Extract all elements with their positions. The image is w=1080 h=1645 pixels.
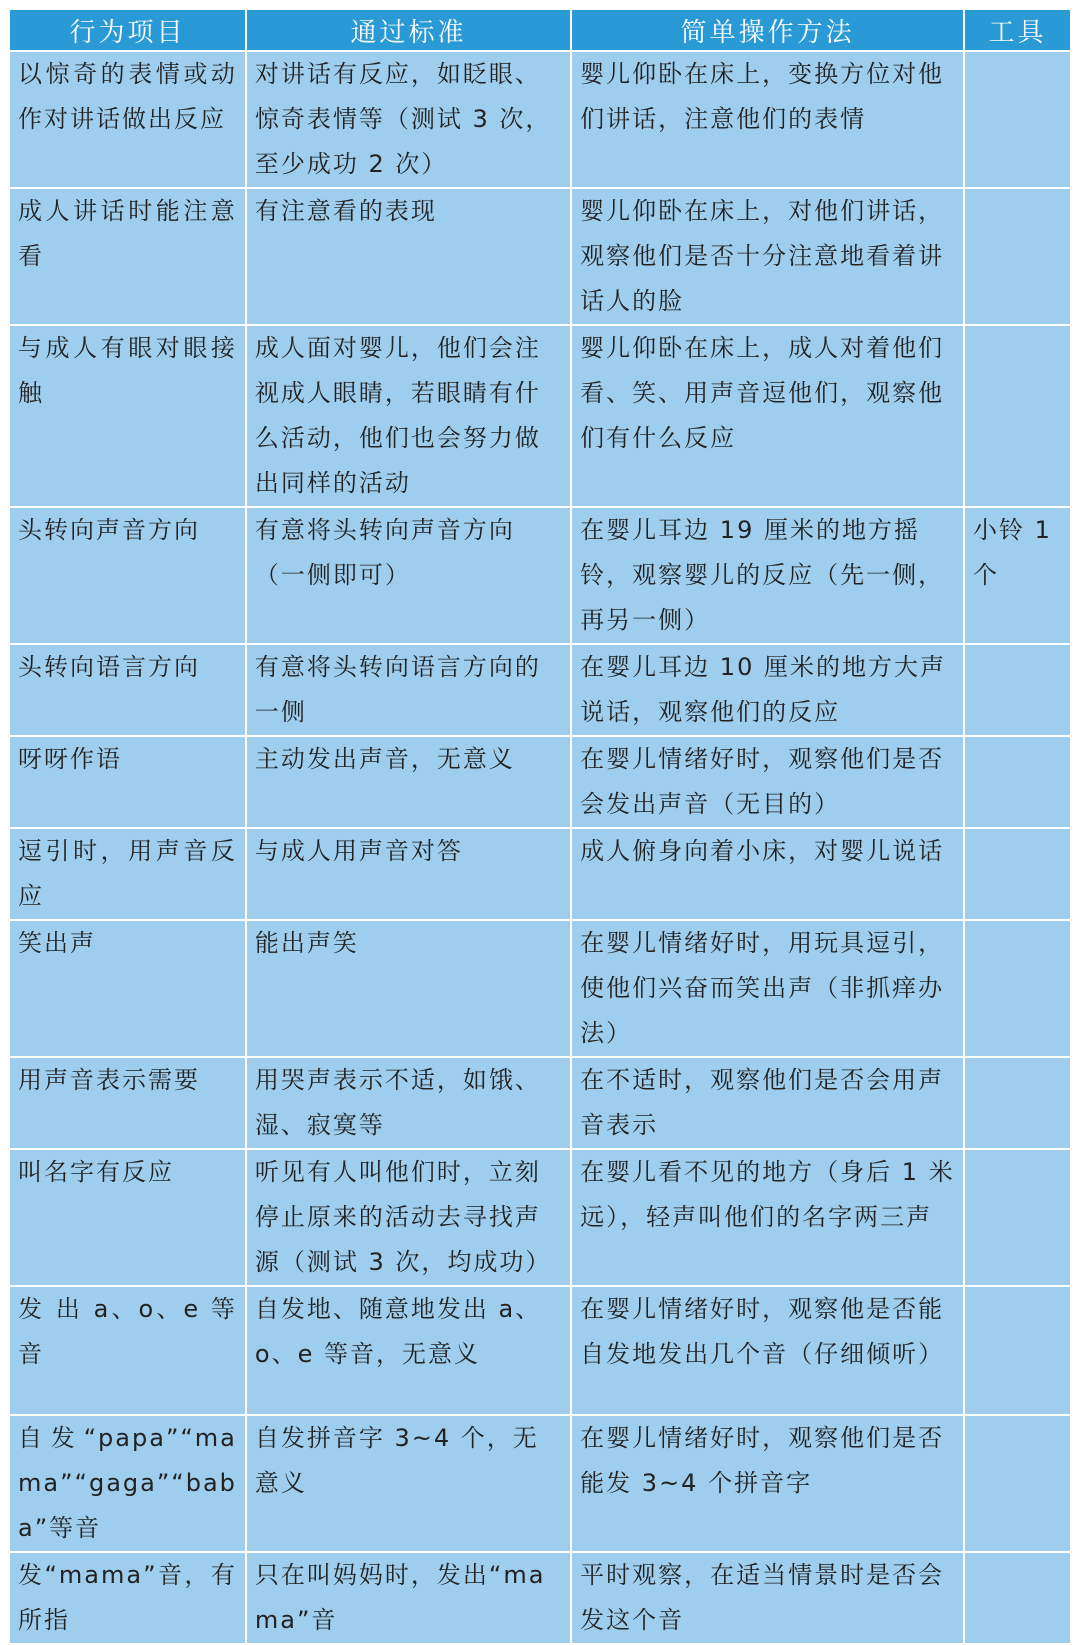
cell-tool bbox=[965, 1553, 1070, 1643]
cell-criteria: 听见有人叫他们时，立刻停止原来的活动去寻找声源（测试 3 次，均成功） bbox=[247, 1150, 570, 1285]
table-row bbox=[10, 1287, 1070, 1414]
cell-tool bbox=[965, 1058, 1070, 1148]
cell-behavior: 头转向声音方向 bbox=[10, 508, 245, 643]
table-header-row bbox=[10, 10, 1070, 50]
column-header-criteria: 通过标准 bbox=[247, 10, 570, 50]
cell-criteria: 自发拼音字 3~4 个，无意义 bbox=[247, 1416, 570, 1551]
cell-tool bbox=[965, 1287, 1070, 1414]
cell-method: 婴儿仰卧在床上，对他们讲话，观察他们是否十分注意地看着讲话人的脸 bbox=[572, 189, 963, 324]
cell-tool bbox=[965, 1150, 1070, 1285]
cell-behavior: 呀呀作语 bbox=[10, 737, 245, 827]
cell-behavior: 成人讲话时能注意看 bbox=[10, 189, 245, 324]
cell-method: 成人俯身向着小床，对婴儿说话 bbox=[572, 829, 963, 919]
cell-criteria: 成人面对婴儿，他们会注视成人眼睛，若眼睛有什么活动，他们也会努力做出同样的活动 bbox=[247, 326, 570, 506]
cell-behavior: 头转向语言方向 bbox=[10, 645, 245, 735]
table-row bbox=[10, 1058, 1070, 1148]
cell-method: 平时观察，在适当情景时是否会发这个音 bbox=[572, 1553, 963, 1643]
cell-behavior: 发“mama”音，有所指 bbox=[10, 1553, 245, 1643]
table-row bbox=[10, 829, 1070, 919]
column-header-behavior: 行为项目 bbox=[10, 10, 245, 50]
cell-method: 婴儿仰卧在床上，变换方位对他们讲话，注意他们的表情 bbox=[572, 52, 963, 187]
cell-method: 在婴儿耳边 10 厘米的地方大声说话，观察他们的反应 bbox=[572, 645, 963, 735]
cell-method: 在婴儿情绪好时，观察他们是否能发 3~4 个拼音字 bbox=[572, 1416, 963, 1551]
cell-criteria: 有意将头转向声音方向（一侧即可） bbox=[247, 508, 570, 643]
cell-tool bbox=[965, 189, 1070, 324]
cell-method: 在不适时，观察他们是否会用声音表示 bbox=[572, 1058, 963, 1148]
cell-criteria: 自发地、随意地发出 a、o、e 等音，无意义 bbox=[247, 1287, 570, 1414]
cell-behavior: 自发“papa”“mama”“gaga”“baba”等音 bbox=[10, 1416, 245, 1551]
cell-criteria: 有注意看的表现 bbox=[247, 189, 570, 324]
cell-behavior: 叫名字有反应 bbox=[10, 1150, 245, 1285]
table-row bbox=[10, 1553, 1070, 1643]
cell-criteria: 对讲话有反应，如眨眼、惊奇表情等（测试 3 次，至少成功 2 次） bbox=[247, 52, 570, 187]
cell-behavior: 与成人有眼对眼接触 bbox=[10, 326, 245, 506]
cell-criteria: 用哭声表示不适，如饿、湿、寂寞等 bbox=[247, 1058, 570, 1148]
cell-method: 在婴儿情绪好时，观察他们是否会发出声音（无目的） bbox=[572, 737, 963, 827]
cell-criteria: 与成人用声音对答 bbox=[247, 829, 570, 919]
cell-criteria: 有意将头转向语言方向的一侧 bbox=[247, 645, 570, 735]
cell-behavior: 用声音表示需要 bbox=[10, 1058, 245, 1148]
cell-tool bbox=[965, 829, 1070, 919]
column-header-tool: 工具 bbox=[965, 10, 1070, 50]
cell-method: 婴儿仰卧在床上，成人对着他们看、笑、用声音逗他们，观察他们有什么反应 bbox=[572, 326, 963, 506]
table-row bbox=[10, 1416, 1070, 1551]
cell-tool bbox=[965, 326, 1070, 506]
cell-behavior: 笑出声 bbox=[10, 921, 245, 1056]
cell-criteria: 能出声笑 bbox=[247, 921, 570, 1056]
cell-tool bbox=[965, 1416, 1070, 1551]
table-row bbox=[10, 508, 1070, 643]
table-row bbox=[10, 645, 1070, 735]
cell-tool bbox=[965, 52, 1070, 187]
table-row bbox=[10, 921, 1070, 1056]
cell-method: 在婴儿情绪好时，用玩具逗引，使他们兴奋而笑出声（非抓痒办法） bbox=[572, 921, 963, 1056]
assessment-table-wrapper bbox=[8, 8, 1072, 1645]
table-row bbox=[10, 1150, 1070, 1285]
cell-tool: 小铃 1 个 bbox=[965, 508, 1070, 643]
cell-tool bbox=[965, 737, 1070, 827]
cell-method: 在婴儿看不见的地方（身后 1 米远），轻声叫他们的名字两三声 bbox=[572, 1150, 963, 1285]
cell-criteria: 主动发出声音，无意义 bbox=[247, 737, 570, 827]
cell-method: 在婴儿情绪好时，观察他是否能自发地发出几个音（仔细倾听） bbox=[572, 1287, 963, 1414]
table-row bbox=[10, 737, 1070, 827]
table-row bbox=[10, 52, 1070, 187]
table-row bbox=[10, 326, 1070, 506]
cell-tool bbox=[965, 921, 1070, 1056]
cell-behavior: 发 出 a、o、e 等音 bbox=[10, 1287, 245, 1414]
table-row bbox=[10, 189, 1070, 324]
column-header-method: 简单操作方法 bbox=[572, 10, 963, 50]
cell-behavior: 以惊奇的表情或动作对讲话做出反应 bbox=[10, 52, 245, 187]
cell-method: 在婴儿耳边 19 厘米的地方摇铃，观察婴儿的反应（先一侧，再另一侧） bbox=[572, 508, 963, 643]
cell-criteria: 只在叫妈妈时，发出“mama”音 bbox=[247, 1553, 570, 1643]
cell-behavior: 逗引时，用声音反应 bbox=[10, 829, 245, 919]
cell-tool bbox=[965, 645, 1070, 735]
assessment-table bbox=[8, 8, 1072, 1645]
